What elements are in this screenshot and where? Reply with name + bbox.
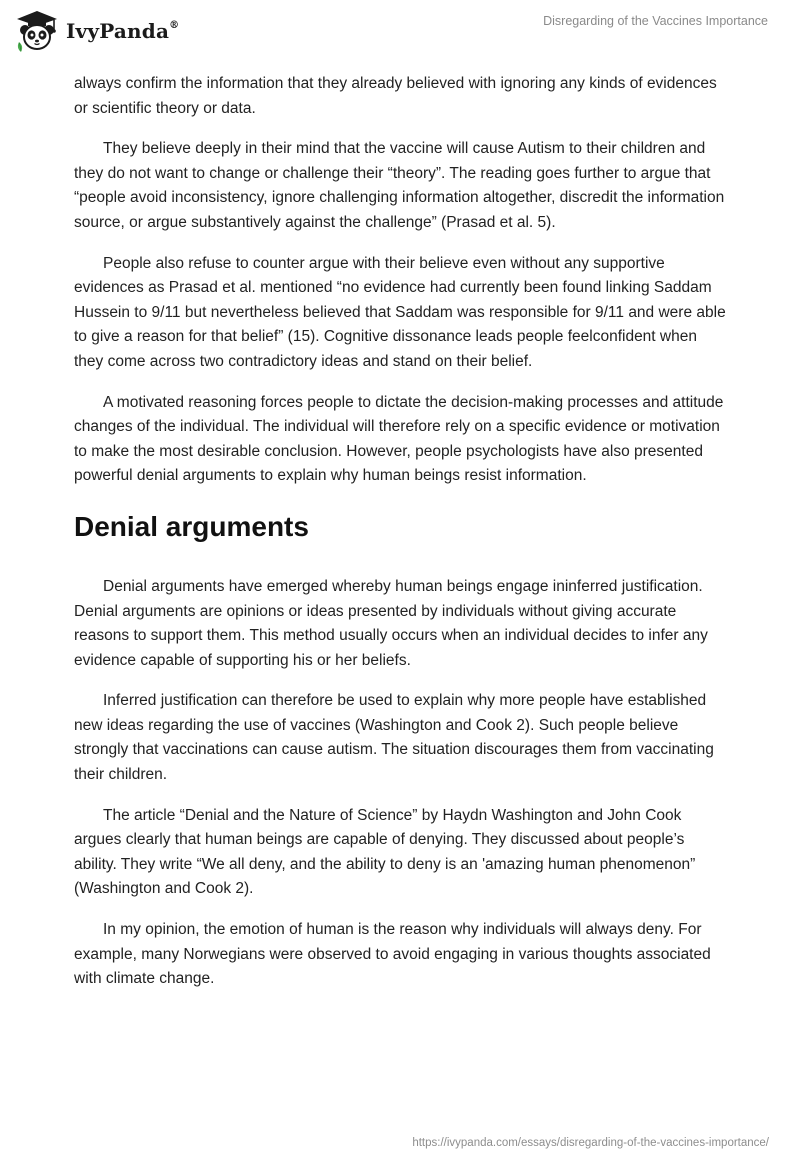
paragraph: A motivated reasoning forces people to dictate the decision-making processes and attitude changes of the individual. The individual will therefore rely on a specific evidence or motivation to make the most desirable conclusion. However, people psychologists have also presented powerful denial arguments to explain why human beings resist information.: [74, 393, 724, 485]
ivypanda-logo[interactable]: [14, 8, 179, 54]
paragraph: The article “Denial and the Nature of Science” by Haydn Washington and John Cook argues clearly that human beings are capable of denying. They discussed about people’s ability. They write “We all deny, and the ability to deny is an 'amazing human phenomenon” (Washington and Cook 2).: [74, 806, 696, 898]
paragraph: always confirm the information that they already believed with ignoring any kinds of evidences or scientific theory or data.: [74, 75, 717, 117]
document-title: Disregarding of the Vaccines Importance: [543, 14, 768, 28]
paragraph: They believe deeply in their mind that the vaccine will cause Autism to their children and they do not want to change or challenge their “theory”. The reading goes further to argue that “people avoid inconsistency, ignore challenging information altogether, discredit the information source, or argue substantively against the challenge” (Prasad et al. 5).: [74, 140, 725, 231]
registered-mark: ®: [169, 20, 180, 32]
paragraph: Denial arguments have emerged whereby human beings engage ininferred justification. Denial arguments are opinions or ideas presented by individuals without giving accurate reasons to support them. This method usually occurs when an individual decides to infer any evidence capable of supporting his or her beliefs.: [74, 577, 708, 669]
page-header: [0, 0, 800, 72]
section-heading: Denial arguments: [74, 510, 309, 542]
brand-name: IvyPanda®: [66, 19, 180, 43]
paragraph: In my opinion, the emotion of human is the reason why individuals will always deny. For example, many Norwegians were observed to avoid engaging in various thoughts associated with climate change.: [74, 921, 711, 988]
panda-graduation-cap-icon: [14, 8, 60, 54]
source-url[interactable]: https://ivypanda.com/essays/disregarding-of-the-vaccines-importance/: [412, 1137, 769, 1149]
article-body: [74, 72, 730, 1008]
paragraph: Inferred justification can therefore be used to explain why more people have established new ideas regarding the use of vaccines (Washington and Cook 2). Such people believe strongly that vaccinations can cause autism. The situation discourages them from vaccinating their children.: [74, 692, 714, 784]
paragraph: People also refuse to counter argue with their believe even without any supportive evidences as Prasad et al. mentioned “no evidence had currently been found linking Saddam Hussein to 9/11 but nevertheless believed that Saddam was responsible for 9/11 and were able to give a reason for that belief” (15). Cognitive dissonance leads people feelconfident when they come across two contradictory ideas and stand on their belief.: [74, 254, 726, 370]
